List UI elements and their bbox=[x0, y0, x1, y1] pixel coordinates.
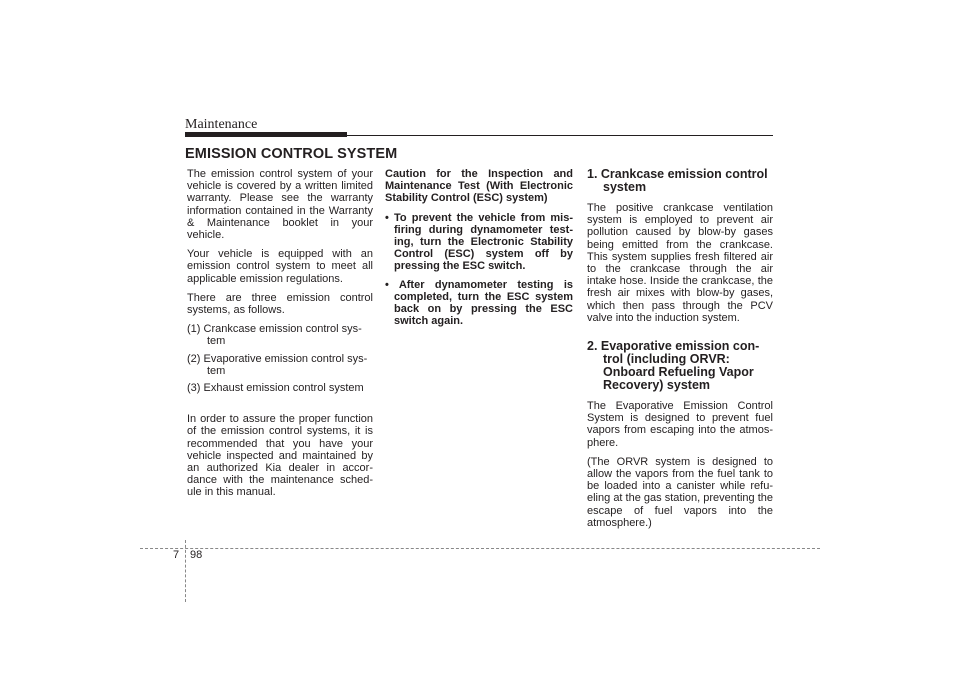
column-3 bbox=[587, 168, 773, 536]
crankcase-heading: 1. Crankcase emission control system bbox=[587, 167, 768, 194]
list-item: (2) Evaporative emission control sys-tem bbox=[187, 352, 368, 377]
list-item: (3) Exhaust emission control system bbox=[187, 382, 364, 395]
page-number: 98 bbox=[190, 549, 203, 561]
equipment-paragraph: Your vehicle is equipped with an emission control system to meet all applicable emission regulations. bbox=[187, 248, 373, 285]
intro-paragraph: The emission control system of your vehicle is covered by a written limited warranty. Please see the warranty information contained in the Warranty & Maintenance booklet in your vehicle. bbox=[187, 168, 373, 242]
caution-title: Caution for the Inspection and Maintenance Test (With Electronic Stability Control (ESC) system) bbox=[385, 168, 573, 205]
orvr-paragraph: (The ORVR system is designed to allow the vapors from the fuel tank to be loaded into a canister while refu-eling at the gas station, preventing the escape of fuel vapors into the atmosphere.) bbox=[587, 455, 773, 529]
systems-intro-paragraph: There are three emission control systems, as follows. bbox=[187, 291, 373, 317]
caution-bullet: • After dynamometer testing is completed, turn the ESC system back on by pressing the ESC switch again. bbox=[385, 278, 574, 328]
evaporative-paragraph: The Evaporative Emission Control System is designed to prevent fuel vapors from escaping into the atmos-phere. bbox=[587, 400, 773, 449]
header-rule-thick bbox=[185, 132, 347, 137]
maintenance-paragraph: In order to assure the proper function of the emission control systems, it is recommended that you have your vehicle inspected and maintained by an authorized Kia dealer in accor-dance with the maintenance sched-ule in this manual. bbox=[187, 413, 373, 499]
list-item: (1) Crankcase emission control sys-tem bbox=[187, 323, 362, 348]
footer-dashed-line bbox=[140, 548, 820, 549]
header-title: Maintenance bbox=[185, 117, 258, 132]
crankcase-paragraph: The positive crankcase ventilation system is employed to prevent air pollution caused by blow-by gases being emitted from the crankcase. This system supplies fresh filtered air to the crankcase through the air intake hose. Inside the crankcase, the fresh air mixes with blow-by gases, which then pass through the PCV valve into the induction system. bbox=[587, 202, 773, 324]
column-1 bbox=[187, 168, 373, 506]
footer-vertical-line bbox=[185, 540, 186, 602]
caution-list bbox=[385, 212, 573, 328]
column-2 bbox=[385, 168, 573, 333]
section-title: EMISSION CONTROL SYSTEM bbox=[185, 146, 398, 162]
evaporative-heading: 2. Evaporative emission con-trol (including ORVR: Onboard Refueling Vapor Recovery) system bbox=[587, 339, 760, 393]
caution-bullet: • To prevent the vehicle from mis-firing during dynamometer test-ing, turn the Electronic Stability Control (ESC) system off by pressing the ESC switch. bbox=[385, 211, 573, 273]
chapter-number: 7 bbox=[173, 549, 180, 561]
header-rule-thin bbox=[347, 135, 773, 136]
